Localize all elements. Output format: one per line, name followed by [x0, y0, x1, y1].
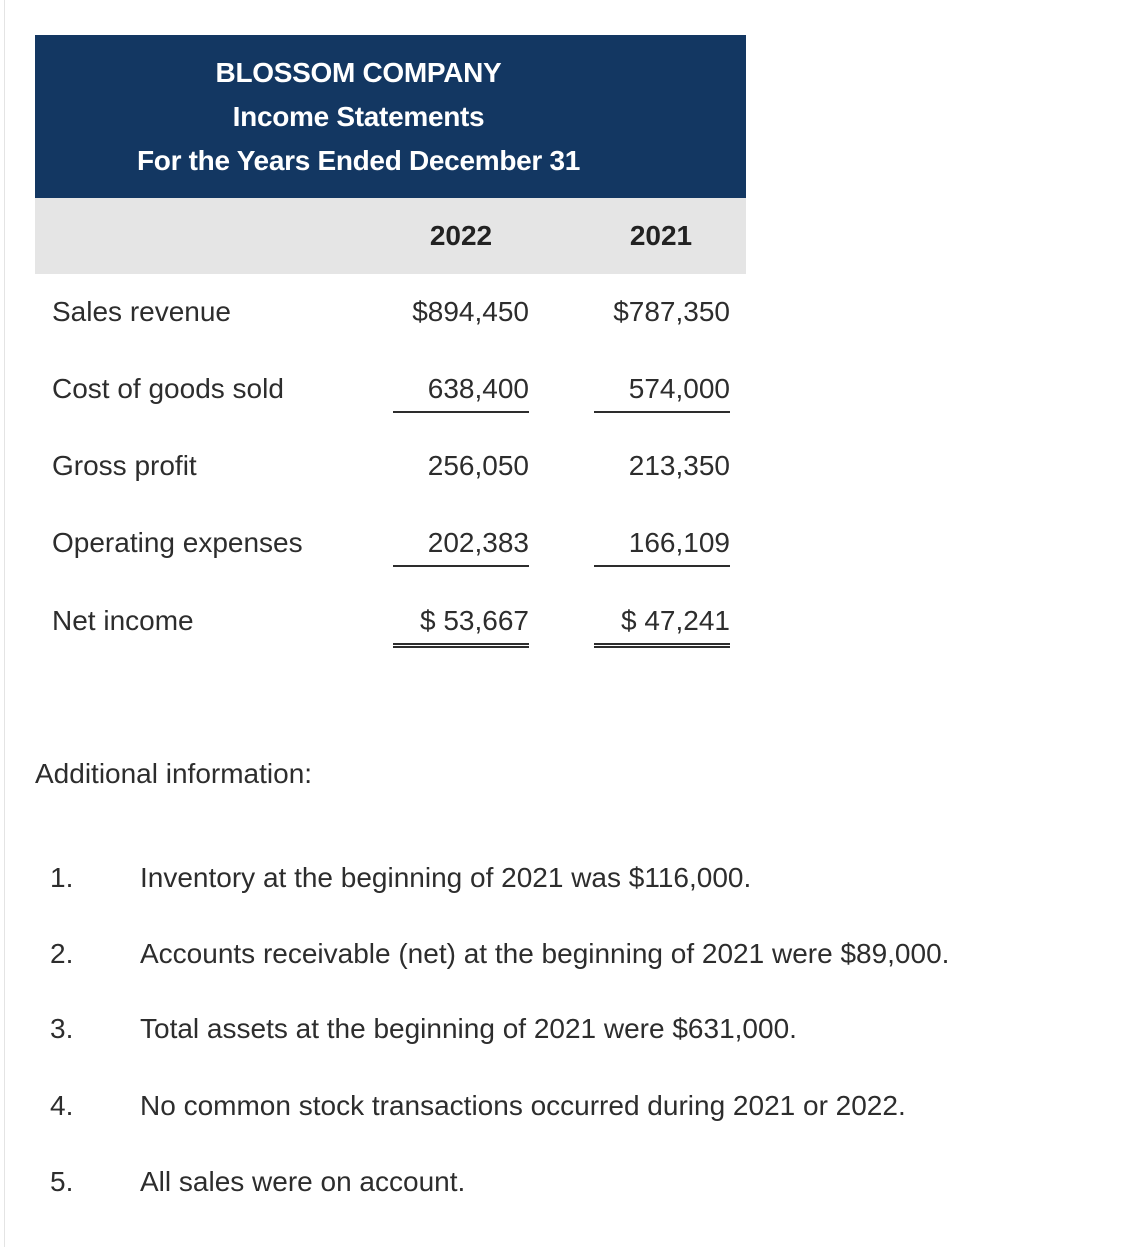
amount-2021: $ 47,241	[594, 605, 730, 648]
list-number: 1.	[50, 862, 74, 893]
list-item	[0, 862, 1100, 902]
company-name: BLOSSOM COMPANY	[215, 57, 502, 88]
amount-2022: 638,400	[393, 373, 529, 413]
row-label: Net income	[52, 605, 194, 636]
list-number: 3.	[50, 1013, 74, 1044]
list-number: 4.	[50, 1090, 74, 1121]
list-item	[0, 1090, 1100, 1130]
list-text: Total assets at the beginning of 2021 were $631,000.	[140, 1013, 797, 1044]
list-text: All sales were on account.	[140, 1166, 466, 1197]
statement-header	[35, 35, 746, 198]
amount-2021: 213,350	[628, 450, 730, 481]
amount-2021: $787,350	[613, 296, 730, 327]
list-text: Accounts receivable (net) at the beginning of 2021 were $89,000.	[140, 938, 950, 969]
amount-2022: $894,450	[412, 296, 529, 327]
amount-2022: 202,383	[393, 527, 529, 567]
list-number: 5.	[50, 1166, 74, 1197]
list-number: 2.	[50, 938, 74, 969]
table-row-net-income	[0, 605, 760, 645]
statement-period: For the Years Ended December 31	[136, 145, 581, 176]
table-row-operating-expenses	[0, 527, 760, 567]
list-text: Inventory at the beginning of 2021 was $116,000.	[140, 862, 752, 893]
year-header-row	[35, 198, 746, 274]
list-item	[0, 1013, 1100, 1053]
year-2022-header: 2022	[429, 220, 493, 251]
list-item	[0, 1166, 1100, 1206]
list-item	[0, 938, 1100, 978]
row-label: Gross profit	[52, 450, 197, 481]
row-label: Cost of goods sold	[52, 373, 284, 404]
additional-info-heading: Additional information:	[35, 758, 313, 789]
table-row-gross-profit	[0, 450, 760, 490]
list-text: No common stock transactions occurred during 2021 or 2022.	[140, 1090, 906, 1121]
row-label: Sales revenue	[52, 296, 232, 327]
statement-title: Income Statements	[232, 101, 485, 132]
row-label: Operating expenses	[52, 527, 303, 558]
amount-2022: $ 53,667	[393, 605, 529, 648]
amount-2022: 256,050	[427, 450, 529, 481]
table-row-sales-revenue	[0, 296, 760, 336]
amount-2021: 166,109	[594, 527, 730, 567]
year-2021-header: 2021	[629, 220, 693, 251]
table-row-cost-of-goods-sold	[0, 373, 760, 413]
amount-2021: 574,000	[594, 373, 730, 413]
